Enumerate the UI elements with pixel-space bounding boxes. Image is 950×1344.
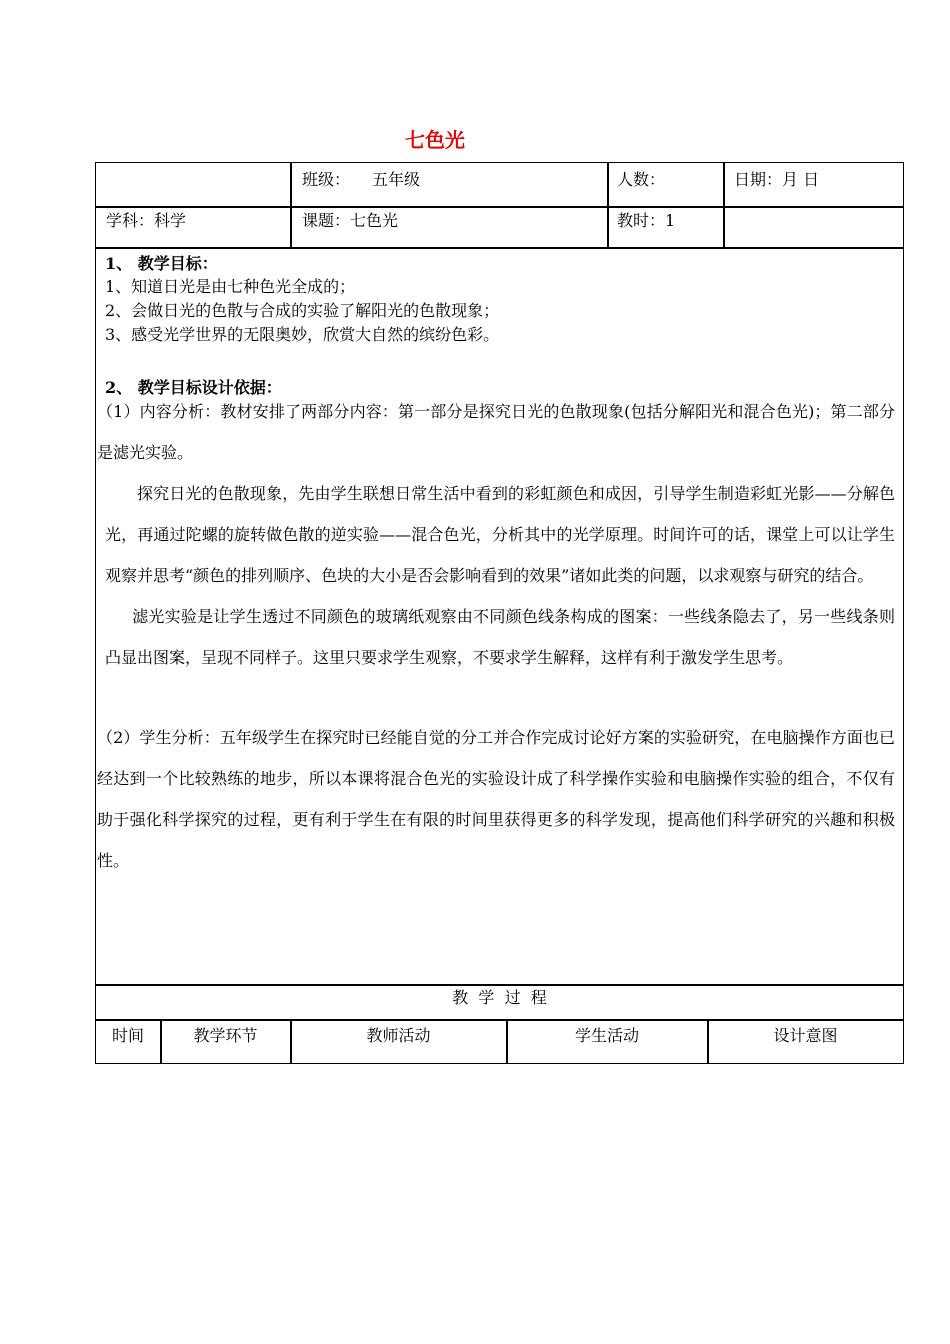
page-title: 七色光 (405, 128, 465, 152)
student-count-label: 人数： (617, 170, 666, 189)
content-analysis-paragraph: （1）内容分析：教材安排了两部分内容：第一部分是探究日光的色散现象(包括分解阳光和混合色光)；第二部分是滤光实验。 (97, 402, 895, 462)
process-heading: 教 学 过 程 (452, 988, 547, 1007)
col-teacher-activity: 教师活动 (366, 1026, 431, 1045)
design-basis (97, 377, 895, 881)
row-divider (95, 206, 904, 208)
col-time: 时间 (111, 1026, 144, 1045)
topic-label: 课题：七色光 (302, 211, 399, 230)
goal-item: 1、知道日光是由七种色光全成的； (105, 277, 356, 296)
col-divider (723, 162, 725, 248)
col-student-activity: 学生活动 (574, 1026, 639, 1045)
date-label: 日期：月 日 (734, 170, 820, 189)
row-divider (95, 247, 904, 249)
goals-heading: 1、 教学目标： (105, 254, 218, 273)
class-label: 班级： (302, 170, 351, 189)
row-divider (95, 1019, 904, 1021)
goal-item: 3、感受光学世界的无限奥妙，欣赏大自然的缤纷色彩。 (105, 325, 500, 344)
goal-item: 2、会做日光的色散与合成的实验了解阳光的色散现象； (105, 301, 500, 320)
dispersion-paragraph: 探究日光的色散现象，先由学生联想日常生活中看到的彩虹颜色和成因，引导学生制造彩虹光影——分解色光，再通过陀螺的旋转做色散的逆实验——混合色光，分析其中的光学原理。时间许可的话，课堂上可以让学生观察并思考“颜色的排列顺序、色块的大小是否会影响看到的效果”诸如此类的问题，以求观察与研究的结合。 (105, 484, 895, 585)
filter-paragraph: 滤光实验是让学生透过不同颜色的玻璃纸观察由不同颜色线条构成的图案：一些线条隐去了，另一些线条则凸显出图案，呈现不同样子。这里只要求学生观察，不要求学生解释，这样有利于激发学生思考。 (105, 607, 895, 667)
col-teaching-step: 教学环节 (193, 1026, 258, 1045)
teaching-goals (105, 253, 895, 347)
col-divider (607, 162, 609, 248)
col-divider (290, 162, 292, 248)
subject-label: 学科：科学 (106, 211, 187, 230)
col-design-intent: 设计意图 (773, 1026, 838, 1045)
class-value: 五年级 (372, 170, 421, 189)
student-analysis-paragraph: （2）学生分析：五年级学生在探究时已经能自觉的分工并合作完成讨论好方案的实验研究，在电脑操作方面也已经达到一个比较熟练的地步，所以本课将混合色光的实验设计成了科学操作实验和电脑操作实验的组合，不仅有助于强化科学探究的过程，更有利于学生在有限的时间里获得更多的科学发现，提高他们科学研究的兴趣和积极性。 (97, 728, 895, 870)
row-divider (95, 984, 904, 986)
period-label: 教时：1 (617, 211, 676, 230)
design-basis-heading: 2、 教学目标设计依据： (105, 378, 282, 397)
